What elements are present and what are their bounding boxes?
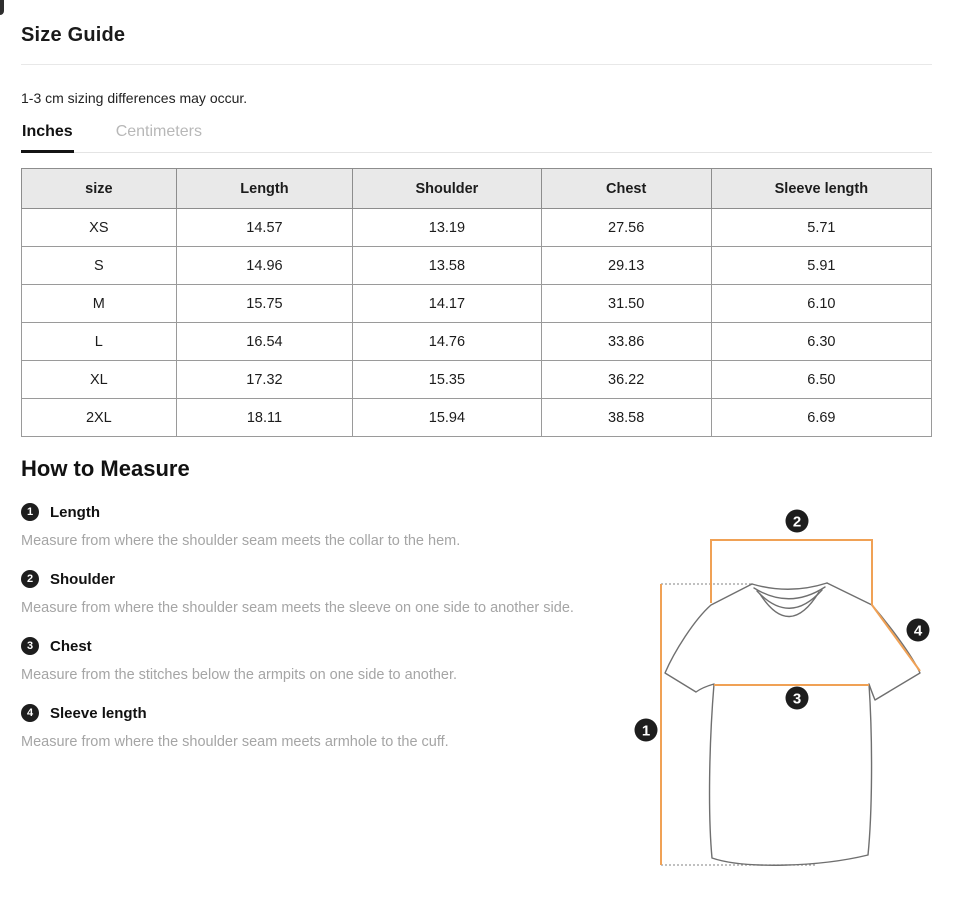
measurement-cell: 5.91 [711, 247, 931, 285]
measure-label-chest: Chest [50, 637, 92, 655]
measurement-cell: 14.17 [353, 285, 541, 323]
table-row [22, 285, 932, 323]
measure-label-shoulder: Shoulder [50, 570, 116, 588]
table-row [22, 247, 932, 285]
measurement-cell: 18.11 [176, 399, 353, 437]
size-cell: XS [22, 209, 177, 247]
measurement-cell: 36.22 [541, 361, 711, 399]
measurement-cell: 15.75 [176, 285, 353, 323]
measurement-cell: 14.57 [176, 209, 353, 247]
header-chest: Chest [541, 169, 711, 209]
tshirt-diagram-svg [624, 500, 934, 892]
how-to-measure-title: How to Measure [21, 456, 190, 481]
header-shoulder: Shoulder [353, 169, 541, 209]
sizing-note: 1-3 cm sizing differences may occur. [21, 90, 248, 106]
size-cell: S [22, 247, 177, 285]
measure-label-length: Length [50, 503, 100, 521]
measurement-cell: 6.30 [711, 323, 931, 361]
measure-item-length [21, 503, 631, 521]
marker-3 [786, 687, 809, 710]
measurement-cell: 31.50 [541, 285, 711, 323]
header-length: Length [176, 169, 353, 209]
measurement-cell: 16.54 [176, 323, 353, 361]
measure-desc-chest: Measure from the stitches below the armpits on one side to another. [21, 667, 458, 683]
size-cell: L [22, 323, 177, 361]
step-2-badge: 2 [21, 570, 39, 588]
marker-2 [786, 510, 809, 533]
size-cell: M [22, 285, 177, 323]
measure-desc-shoulder: Measure from where the shoulder seam meets the sleeve on one side to another side. [21, 600, 574, 616]
tab-inches[interactable]: Inches [21, 121, 74, 153]
collar-outer-curve [752, 583, 827, 589]
header-sleeve-length: Sleeve length [711, 169, 931, 209]
measurement-cell: 27.56 [541, 209, 711, 247]
measurement-cell: 5.71 [711, 209, 931, 247]
measurement-cell: 14.76 [353, 323, 541, 361]
measurement-cell: 38.58 [541, 399, 711, 437]
how-to-measure-section [21, 456, 932, 750]
measurement-cell: 14.96 [176, 247, 353, 285]
tshirt-outline [665, 583, 920, 865]
measurement-cell: 29.13 [541, 247, 711, 285]
measurement-cell: 6.10 [711, 285, 931, 323]
dotted-guide-lines [661, 584, 816, 865]
measurement-cell: 13.19 [353, 209, 541, 247]
table-row [22, 399, 932, 437]
marker-4 [907, 619, 930, 642]
measure-item-chest [21, 637, 631, 655]
marker-2-number: 2 [792, 513, 802, 531]
measure-list [21, 503, 631, 750]
measure-item-shoulder [21, 570, 631, 588]
title-divider [21, 64, 932, 65]
measurement-cell: 15.94 [353, 399, 541, 437]
table-row [22, 323, 932, 361]
marker-1-number: 1 [641, 722, 651, 740]
size-cell: XL [22, 361, 177, 399]
unit-tabs [21, 121, 932, 153]
tshirt-measure-diagram [624, 500, 934, 892]
measurement-cell: 33.86 [541, 323, 711, 361]
measure-desc-sleeve-length: Measure from where the shoulder seam meets armhole to the cuff. [21, 734, 449, 750]
marker-1 [635, 719, 658, 742]
measure-label-sleeve-length: Sleeve length [50, 704, 147, 722]
header-size: size [22, 169, 177, 209]
marker-3-number: 3 [792, 690, 802, 708]
measurement-cell: 6.69 [711, 399, 931, 437]
measure-desc-length: Measure from where the shoulder seam meets the collar to the hem. [21, 533, 461, 549]
size-table [21, 168, 932, 437]
step-4-badge: 4 [21, 704, 39, 722]
tshirt-body-path [665, 583, 920, 865]
measure-item-sleeve-length [21, 704, 631, 722]
shoulder-measure-line [711, 540, 872, 605]
marker-4-number: 4 [913, 622, 923, 640]
step-3-badge: 3 [21, 637, 39, 655]
measurement-cell: 17.32 [176, 361, 353, 399]
size-table-header [22, 169, 932, 209]
measurement-cell: 13.58 [353, 247, 541, 285]
table-row [22, 209, 932, 247]
size-table-body [22, 209, 932, 437]
measurement-cell: 6.50 [711, 361, 931, 399]
size-cell: 2XL [22, 399, 177, 437]
header-row [22, 169, 932, 209]
tab-centimeters[interactable]: Centimeters [115, 123, 202, 140]
measurement-cell: 15.35 [353, 361, 541, 399]
step-markers [635, 510, 930, 742]
page-title: Size Guide [21, 24, 126, 46]
step-1-badge: 1 [21, 503, 39, 521]
window-corner-artifact [0, 0, 4, 15]
table-row [22, 361, 932, 399]
